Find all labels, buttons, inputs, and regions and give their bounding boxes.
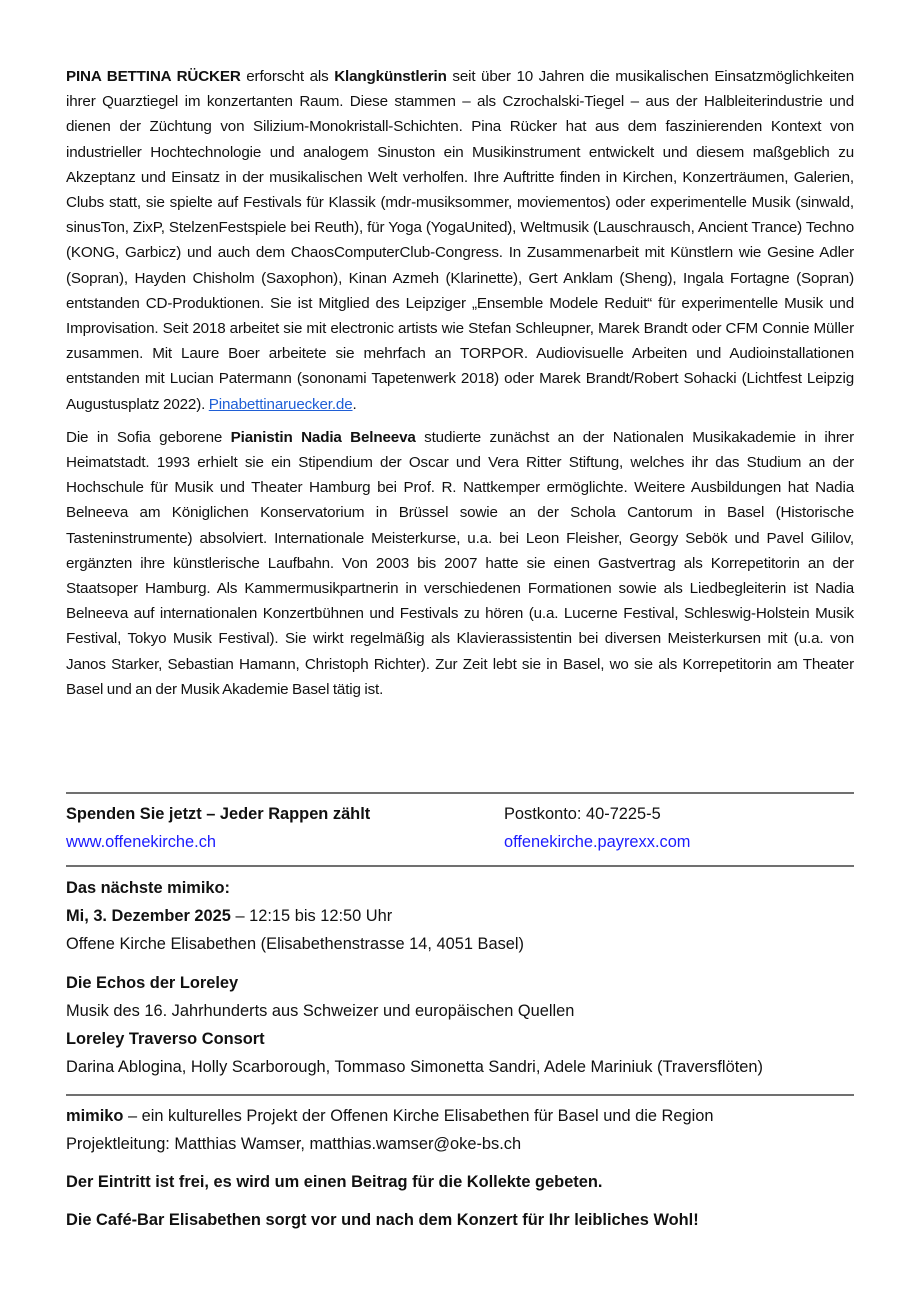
website-link[interactable]: www.offenekirche.ch: [66, 833, 217, 851]
bio-text: erforscht als: [240, 68, 335, 85]
tagline: – ein kulturelles Projekt der Offenen Kirche Elisabethen für Basel und die Region: [123, 1107, 714, 1125]
footer-section: [66, 1102, 854, 1234]
artist-name-rucker: PINA BETTINA RÜCKER: [66, 68, 241, 85]
event-venue: Offene Kirche Elisabethen (Elisabethenstrasse 14, 4051 Basel): [66, 935, 525, 953]
project-lead: Projektleitung: Matthias Wamser, matthias.wamser@oke-bs.ch: [66, 1135, 522, 1153]
program-description: Musik des 16. Jahrhunderts aus Schweizer und europäischen Quellen: [66, 1002, 575, 1020]
program-title: Die Echos der Loreley: [66, 974, 239, 992]
ensemble-name: Loreley Traverso Consort: [66, 1030, 265, 1048]
artist-name-belneeva: Pianistin Nadia Belneeva: [230, 428, 416, 446]
bio-text: .: [352, 395, 357, 413]
event-date: Mi, 3. Dezember 2025: [66, 907, 231, 925]
event-time: – 12:15 bis 12:50 Uhr: [230, 907, 393, 925]
divider: [66, 792, 854, 794]
website-link-rucker[interactable]: Pinabettinaruecker.de: [208, 395, 353, 413]
next-event-section: [66, 874, 854, 1081]
postkonto: Postkonto: 40-7225-5: [504, 805, 661, 823]
payrexx-link[interactable]: offenekirche.payrexx.com: [504, 833, 691, 851]
bio-text: Die in Sofia geborene: [66, 428, 231, 446]
document-page: [66, 64, 854, 1229]
divider: [66, 865, 854, 867]
entry-note: Der Eintritt ist frei, es wird um einen Beitrag für die Kollekte gebeten.: [66, 1173, 603, 1191]
bio-text: seit über 10 Jahren die musikalischen Einsatzmöglichkeiten ihrer Quarztiegel im konzertanten Raum. Diese stammen – als Czrochalski-Tiegel – aus der Halbleiterindustrie und dienen der Züchtung von Silizium-Monokristall-Schichten. Pina Rücker hat aus dem faszinierenden Kontext von industrieller Hochtechnologie und analogem Sinuston ein Musikinstrument entwickelt und diesem maßgeblich zu Akzeptanz und Einsatz in der musikalischen Welt verholfen. Ihre Auftritte finden in Kirchen, Konzerträumen, Galerien, Clubs statt, sie spielte auf Festivals für Klassik (mdr-musiksommer, moviementos) oder experimentelle Musik (sinwald, sinusTon, ZixP, StelzenFestspiele bei Reuth), für Yoga (YogaUnited), Weltmusik (Lauschrausch, Ancient Trance) Techno (KONG, Garbicz) und auch dem ChaosComputerClub-Congress. In Zusammenarbeit mit Künstlern wie Gesine Adler (Sopran), Hayden Chisholm (Saxophon), Kinan Azmeh (Klarinette), Gert Anklam (Sheng), Ingala Fortagne (Sopran) entstanden CD-Produktionen. Sie ist Mitglied des Leipziger „Ensemble Modele Reduit“ für experimentelle Musik und Improvisation. Seit 2018 arbeitet sie mit electronic artists wie Stefan Schleupner, Marek Brandt oder CFM Connie Müller zusammen. Mit Laure Boer arbeitete sie mehrfach an TORPOR. Audiovisuelle Arbeiten und Audioinstallationen entstanden mit Lucian Patermann (sononami Tapetenwerk 2018) oder Marek Brandt/Robert Sohacki (Lichtfest Leipzig Augustusplatz 2022).: [66, 68, 854, 413]
performers: Darina Ablogina, Holly Scarborough, Tommaso Simonetta Sandri, Adele Mariniuk (Traversflöten): [66, 1058, 763, 1076]
event-heading: Das nächste mimiko:: [66, 879, 230, 897]
bio-text: studierte zunächst an der Nationalen Musikakademie in ihrer Heimatstadt. 1993 erhielt sie ein Stipendium der Oscar und Vera Ritter Stiftung, welches ihr das Studium an der Hochschule für Musik und Theater Hamburg bei Prof. R. Nattkemper ermöglichte. Weitere Ausbildungen hat Nadia Belneeva am Königlichen Konservatorium in Brüssel sowie an der Schola Cantorum in Basel (Historische Tasteninstrumente) absolviert. Internationale Meisterkurse, u.a. bei Leon Fleisher, Georgy Sebök und Pavel Gililov, ergänzten ihre künstlerische Laufbahn. Von 2003 bis 2007 hatte sie einen Gastvertrag als Korrepetitorin an der Staatsoper Hamburg. Als Kammermusikpartnerin in verschiedenen Formationen sowie als Liedbegleiterin ist Nadia Belneeva auf internationalen Konzertbühnen und Festivals zu hören (u.a. Lucerne Festival, Schleswig-Holstein Musik Festival, Tokyo Musik Festival). Sie wirkt regelmäßig als Klavierassistentin bei diversen Meisterkursen mit (u.a. von Janos Starker, Sebastian Hamann, Christoph Richter). Zur Zeit lebt sie in Basel, wo sie als Korrepetitorin am Theater Basel und an der Musik Akademie Basel tätig ist.: [66, 428, 854, 698]
brand-name: mimiko: [66, 1107, 124, 1125]
donation-title: Spenden Sie jetzt – Jeder Rappen zählt: [66, 805, 371, 823]
artist-role-rucker: Klangkünstlerin: [334, 68, 447, 85]
bio-belneeva: [66, 425, 854, 702]
bio-rucker: [66, 64, 854, 417]
divider: [66, 1094, 854, 1096]
cafe-note: Die Café-Bar Elisabethen sorgt vor und nach dem Konzert für Ihr leibliches Wohl!: [66, 1211, 699, 1229]
